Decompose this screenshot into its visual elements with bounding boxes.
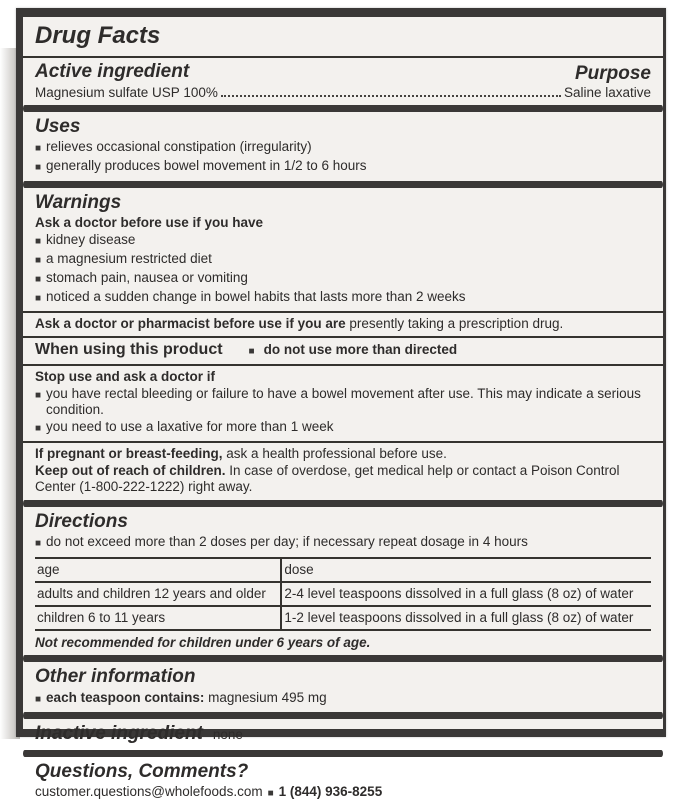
- bullet-icon: ■: [35, 694, 42, 705]
- active-ingredient-name: Magnesium sulfate USP 100%: [35, 85, 218, 100]
- bullet-item: [35, 158, 651, 176]
- section-divider-bar: [23, 105, 663, 112]
- when-using-lead: When using this product: [35, 341, 223, 358]
- warnings-subdivider: [23, 364, 663, 366]
- bullet-icon: ■: [35, 255, 42, 266]
- other-information-line: [35, 689, 651, 708]
- uses-list: [35, 139, 651, 176]
- dotted-leader: [221, 85, 561, 97]
- bullet-icon: ■: [35, 423, 42, 434]
- bullet-text: generally produces bowel movement in 1/2 to 6 hours: [46, 158, 367, 173]
- stop-use-lead: Stop use and ask a doctor if: [35, 369, 216, 384]
- uses-heading: Uses: [35, 116, 81, 137]
- uses-section: [23, 112, 663, 181]
- inactive-ingredient-heading: Inactive ingredient: [35, 723, 203, 744]
- bullet-text: you need to use a laxative for more than 1 week: [46, 419, 334, 434]
- bullet-icon: ■: [35, 390, 42, 401]
- section-divider-bar: [23, 181, 663, 188]
- warnings-heading: Warnings: [35, 192, 122, 213]
- age-cell: adults and children 12 years and older: [35, 582, 281, 606]
- bullet-text: noticed a sudden change in bowel habits that lasts more than 2 weeks: [46, 289, 466, 304]
- when-using-text: do not use more than directed: [263, 342, 458, 357]
- table-row: [35, 606, 651, 630]
- section-divider-bar: [23, 750, 663, 757]
- bullet-item: [35, 386, 651, 418]
- ask-doctor-lead: Ask a doctor before use if you have: [35, 215, 264, 230]
- dose-header-cell: dose: [281, 558, 651, 582]
- age-header-cell: age: [35, 558, 281, 582]
- bullet-icon: ■: [35, 162, 42, 173]
- ask-doctor-pharmacist-lead: Ask a doctor or pharmacist before use if you are: [35, 316, 346, 331]
- inactive-ingredient-value: none: [212, 727, 243, 742]
- contact-phone: 1 (844) 936-8255: [278, 784, 383, 799]
- contact-line: [35, 784, 651, 802]
- bullet-item: [35, 419, 651, 437]
- purpose-value: Saline laxative: [563, 85, 651, 100]
- warnings-subdivider: [23, 311, 663, 313]
- dose-cell: 2-4 level teaspoons dissolved in a full glass (8 oz) of water: [281, 582, 651, 606]
- bullet-text: you have rectal bleeding or failure to have a bowel movement after use. This may indicate a serious condition.: [46, 386, 641, 417]
- bullet-icon: ■: [35, 236, 42, 247]
- warnings-subdivider: [23, 441, 663, 443]
- section-divider-bar: [23, 655, 663, 662]
- keep-out-lead: Keep out of reach of children.: [35, 463, 226, 478]
- ask-doctor-list: [35, 232, 651, 307]
- when-using-line: [35, 341, 651, 360]
- other-information-text: magnesium 495 mg: [208, 690, 327, 705]
- warnings-subdivider: [23, 336, 663, 338]
- age-cell: children 6 to 11 years: [35, 606, 281, 630]
- contact-email: customer.questions@wholefoods.com: [35, 784, 263, 799]
- bullet-item: [35, 534, 651, 552]
- other-information-heading: Other information: [35, 666, 196, 687]
- dosage-table: [35, 557, 651, 631]
- title-section: [23, 17, 663, 56]
- ask-doctor-pharmacist-line: [35, 316, 651, 332]
- directions-list: [35, 534, 651, 552]
- table-row: [35, 582, 651, 606]
- section-divider-bar: [23, 712, 663, 719]
- pregnant-line: [35, 446, 651, 462]
- questions-heading: Questions, Comments?: [35, 761, 249, 782]
- directions-section: [23, 507, 663, 655]
- active-ingredient-section: [23, 58, 663, 105]
- bullet-item: [35, 270, 651, 288]
- keep-out-text: In case of overdose, get medical help or contact a Poison Control Center (1-800-222-1222) right away.: [35, 463, 620, 494]
- bullet-icon: ■: [35, 293, 42, 304]
- active-ingredient-heading: Active ingredient: [35, 61, 190, 82]
- other-information-section: [23, 662, 663, 712]
- bullet-item: [35, 289, 651, 307]
- directions-heading: Directions: [35, 511, 128, 532]
- bullet-text: do not exceed more than 2 doses per day; if necessary repeat dosage in 4 hours: [46, 534, 528, 549]
- pregnant-text: ask a health professional before use.: [226, 446, 447, 461]
- bullet-text: stomach pain, nausea or vomiting: [46, 270, 248, 285]
- drug-facts-label: [16, 8, 666, 799]
- bullet-text: relieves occasional constipation (irregularity): [46, 139, 312, 154]
- inactive-ingredient-section: [23, 719, 663, 750]
- directions-note: Not recommended for children under 6 years of age.: [35, 635, 371, 650]
- ask-doctor-pharmacist-text: presently taking a prescription drug.: [349, 316, 564, 331]
- bullet-icon: ■: [248, 346, 255, 357]
- bullet-item: [35, 139, 651, 157]
- bullet-text: kidney disease: [46, 232, 136, 247]
- stop-use-list: [35, 386, 651, 437]
- dose-cell: 1-2 level teaspoons dissolved in a full glass (8 oz) of water: [281, 606, 651, 630]
- questions-section: [23, 757, 663, 806]
- purpose-heading: Purpose: [574, 63, 651, 84]
- keep-out-line: [35, 463, 651, 495]
- bullet-item: [35, 232, 651, 250]
- section-divider-bar: [23, 500, 663, 507]
- bullet-icon: ■: [35, 274, 42, 285]
- bullet-item: [35, 251, 651, 269]
- pregnant-lead: If pregnant or breast-feeding,: [35, 446, 223, 461]
- warnings-section: [23, 188, 663, 500]
- bullet-icon: ■: [35, 538, 42, 549]
- drug-facts-title: Drug Facts: [35, 22, 161, 49]
- bullet-icon: ■: [35, 143, 42, 154]
- other-information-lead: each teaspoon contains:: [46, 690, 205, 705]
- table-row: [35, 558, 651, 582]
- bullet-icon: ■: [267, 788, 274, 799]
- bullet-text: a magnesium restricted diet: [46, 251, 212, 266]
